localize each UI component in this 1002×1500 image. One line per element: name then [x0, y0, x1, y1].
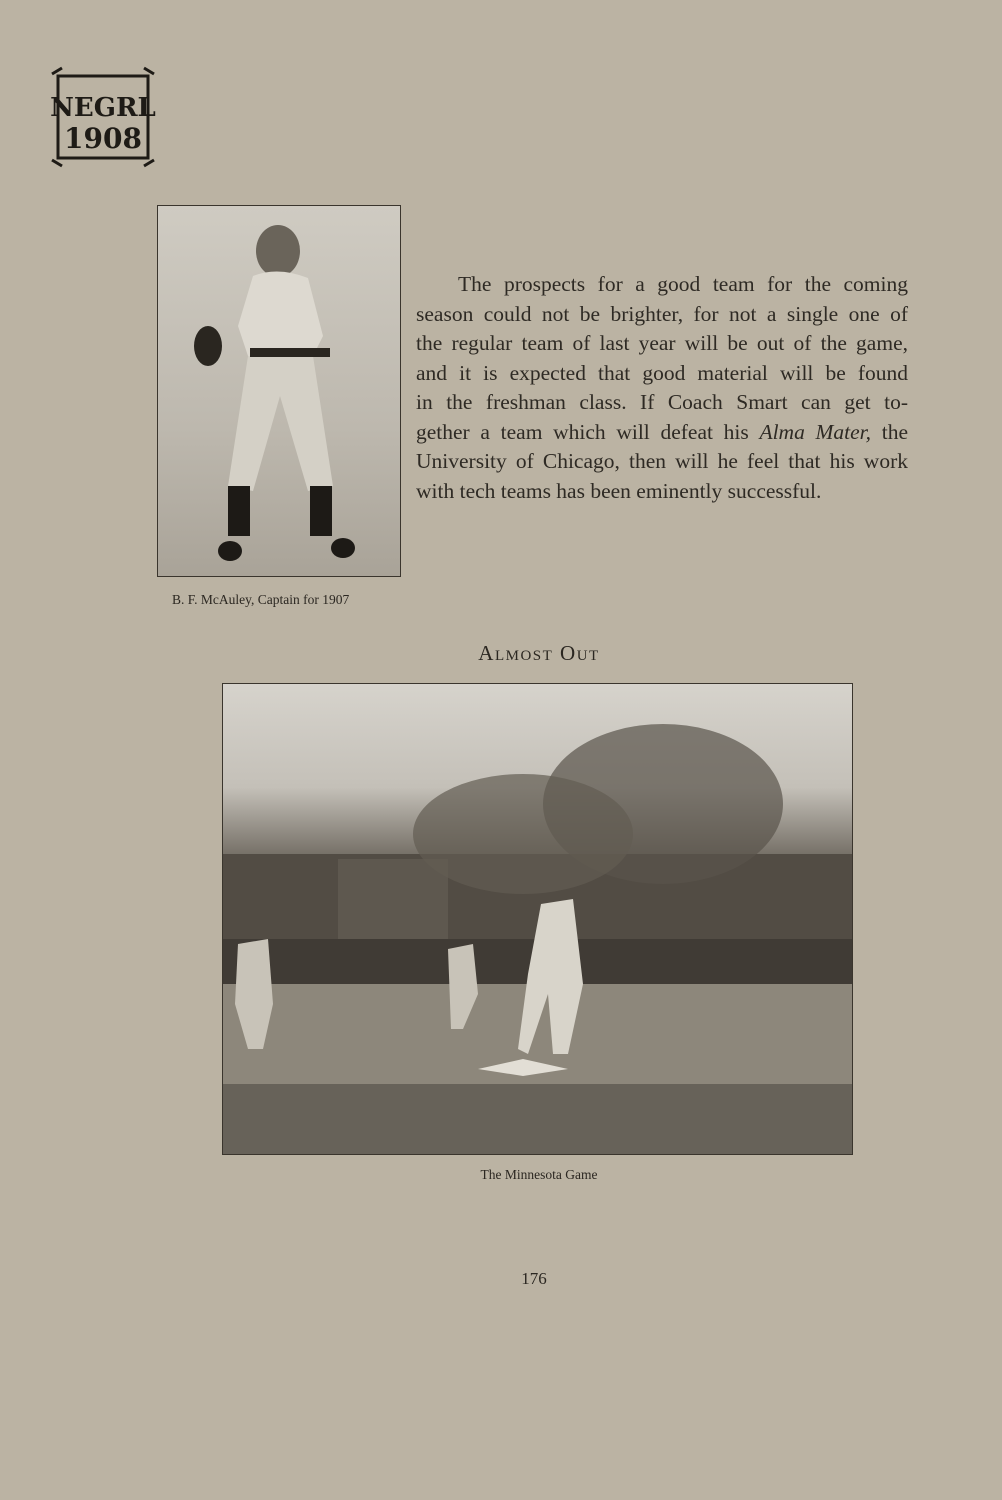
italic-text: Alma Mater,: [759, 419, 872, 444]
text-line: with tech teams has been eminently successful.: [416, 478, 822, 503]
captain-photo: [157, 205, 401, 577]
game-photo-caption: The Minnesota Game: [480, 1167, 598, 1182]
text-line: the regular team of last year will be out of the game,: [416, 331, 908, 355]
baseball-field-scene: [223, 684, 852, 1154]
text-line: [416, 418, 908, 448]
minnesota-game-photo: [222, 683, 853, 1155]
integral-1908-logo: [48, 66, 158, 168]
svg-text:NEGRL: NEGRL: [50, 93, 156, 123]
page-number: 176: [521, 1269, 547, 1288]
body-paragraph: [416, 270, 908, 506]
text-segment: gether a team which will defeat his: [416, 419, 760, 444]
text-line: season could not be brighter, for not a single one of: [416, 301, 908, 326]
text-line: in the freshman class. If Coach Smart can get to-: [416, 390, 908, 414]
section-heading: Almost Out: [478, 641, 600, 665]
text-line: The prospects for a good team for the coming: [458, 272, 908, 296]
text-line: University of Chicago, then will he feel that his work: [416, 449, 908, 473]
svg-text:1908: 1908: [64, 122, 142, 155]
text-segment: the: [871, 419, 908, 444]
captain-photo-caption: B. F. McAuley, Captain for 1907: [172, 592, 350, 607]
baseball-player-figure: [158, 206, 400, 576]
text-line: and it is expected that good material will be found: [416, 360, 908, 385]
